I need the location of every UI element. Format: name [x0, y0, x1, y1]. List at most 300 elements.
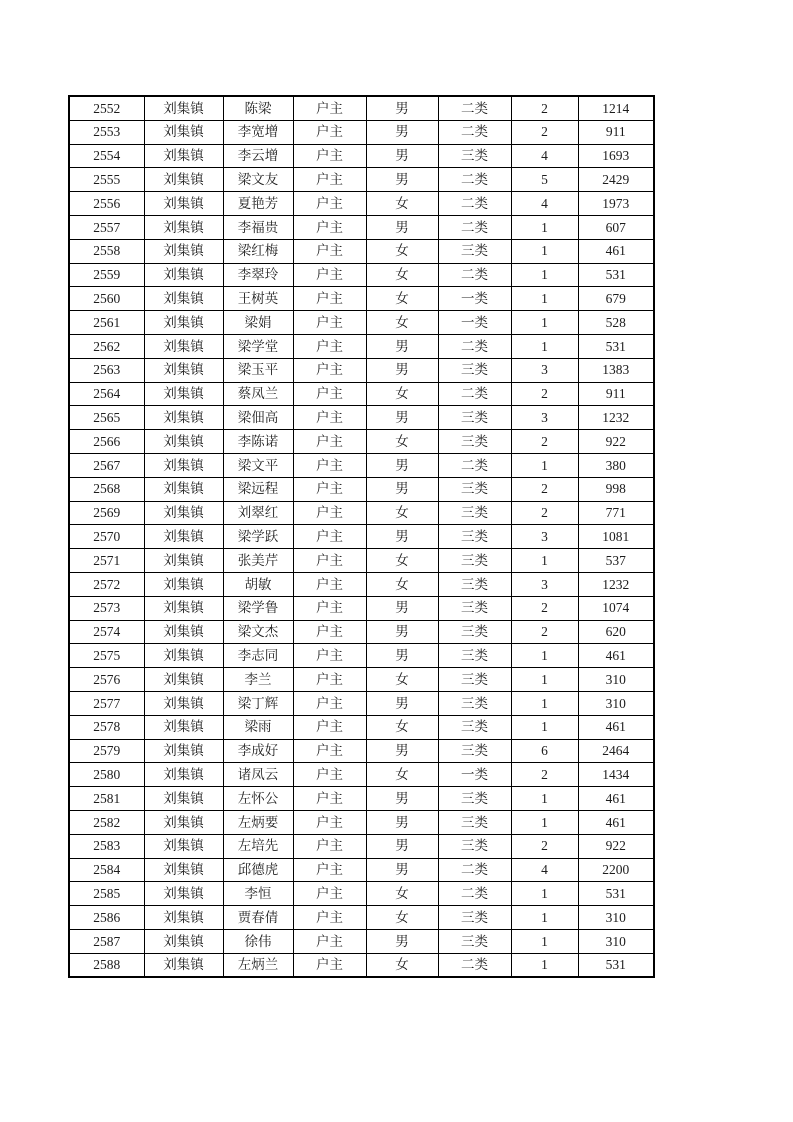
cell-serial: 2579	[69, 739, 144, 763]
cell-amount: 922	[578, 834, 654, 858]
cell-persons: 4	[511, 144, 578, 168]
cell-persons: 4	[511, 858, 578, 882]
cell-amount: 1693	[578, 144, 654, 168]
cell-relation: 户主	[293, 906, 366, 930]
cell-persons: 2	[511, 501, 578, 525]
cell-gender: 男	[366, 168, 438, 192]
cell-gender: 男	[366, 834, 438, 858]
cell-relation: 户主	[293, 239, 366, 263]
cell-town: 刘集镇	[144, 668, 223, 692]
table-row	[69, 644, 654, 668]
cell-name: 左怀公	[223, 787, 293, 811]
table-row	[69, 477, 654, 501]
cell-relation: 户主	[293, 763, 366, 787]
cell-name: 李福贵	[223, 215, 293, 239]
cell-amount: 620	[578, 620, 654, 644]
table-row	[69, 287, 654, 311]
cell-town: 刘集镇	[144, 406, 223, 430]
cell-relation: 户主	[293, 382, 366, 406]
cell-amount: 310	[578, 929, 654, 953]
cell-serial: 2559	[69, 263, 144, 287]
cell-category: 三类	[438, 477, 511, 501]
cell-gender: 男	[366, 215, 438, 239]
cell-gender: 女	[366, 192, 438, 216]
table-row	[69, 834, 654, 858]
cell-serial: 2575	[69, 644, 144, 668]
cell-category: 二类	[438, 453, 511, 477]
cell-gender: 女	[366, 572, 438, 596]
cell-name: 蔡凤兰	[223, 382, 293, 406]
cell-relation: 户主	[293, 953, 366, 977]
table-row	[69, 239, 654, 263]
table-row	[69, 929, 654, 953]
cell-name: 李成好	[223, 739, 293, 763]
cell-gender: 男	[366, 525, 438, 549]
cell-persons: 2	[511, 834, 578, 858]
cell-persons: 1	[511, 453, 578, 477]
cell-category: 三类	[438, 596, 511, 620]
cell-town: 刘集镇	[144, 144, 223, 168]
cell-relation: 户主	[293, 572, 366, 596]
cell-persons: 1	[511, 644, 578, 668]
cell-name: 梁学跃	[223, 525, 293, 549]
cell-relation: 户主	[293, 168, 366, 192]
cell-gender: 女	[366, 906, 438, 930]
cell-gender: 男	[366, 691, 438, 715]
cell-name: 诸凤云	[223, 763, 293, 787]
cell-category: 三类	[438, 406, 511, 430]
cell-town: 刘集镇	[144, 311, 223, 335]
cell-relation: 户主	[293, 644, 366, 668]
cell-amount: 1074	[578, 596, 654, 620]
table-row	[69, 215, 654, 239]
table-row	[69, 311, 654, 335]
cell-town: 刘集镇	[144, 834, 223, 858]
cell-amount: 2429	[578, 168, 654, 192]
cell-serial: 2581	[69, 787, 144, 811]
table-row	[69, 906, 654, 930]
cell-serial: 2568	[69, 477, 144, 501]
cell-persons: 3	[511, 358, 578, 382]
cell-amount: 998	[578, 477, 654, 501]
cell-category: 二类	[438, 120, 511, 144]
cell-town: 刘集镇	[144, 596, 223, 620]
table-row	[69, 96, 654, 120]
cell-town: 刘集镇	[144, 120, 223, 144]
cell-serial: 2552	[69, 96, 144, 120]
cell-town: 刘集镇	[144, 168, 223, 192]
cell-persons: 3	[511, 525, 578, 549]
cell-town: 刘集镇	[144, 953, 223, 977]
cell-amount: 310	[578, 906, 654, 930]
cell-name: 陈梁	[223, 96, 293, 120]
cell-serial: 2554	[69, 144, 144, 168]
cell-name: 张美芹	[223, 549, 293, 573]
cell-relation: 户主	[293, 620, 366, 644]
cell-category: 三类	[438, 620, 511, 644]
cell-persons: 1	[511, 215, 578, 239]
cell-serial: 2571	[69, 549, 144, 573]
cell-gender: 女	[366, 239, 438, 263]
cell-town: 刘集镇	[144, 906, 223, 930]
cell-amount: 461	[578, 239, 654, 263]
cell-amount: 461	[578, 787, 654, 811]
cell-persons: 2	[511, 430, 578, 454]
cell-town: 刘集镇	[144, 287, 223, 311]
cell-gender: 女	[366, 263, 438, 287]
cell-category: 三类	[438, 715, 511, 739]
cell-category: 一类	[438, 287, 511, 311]
cell-serial: 2569	[69, 501, 144, 525]
cell-relation: 户主	[293, 882, 366, 906]
table-row	[69, 358, 654, 382]
cell-relation: 户主	[293, 810, 366, 834]
cell-town: 刘集镇	[144, 501, 223, 525]
cell-serial: 2565	[69, 406, 144, 430]
cell-gender: 男	[366, 96, 438, 120]
cell-name: 夏艳芳	[223, 192, 293, 216]
cell-category: 三类	[438, 644, 511, 668]
cell-town: 刘集镇	[144, 215, 223, 239]
cell-relation: 户主	[293, 834, 366, 858]
cell-amount: 531	[578, 882, 654, 906]
table-row	[69, 953, 654, 977]
cell-amount: 310	[578, 691, 654, 715]
cell-persons: 2	[511, 620, 578, 644]
cell-serial: 2587	[69, 929, 144, 953]
cell-persons: 2	[511, 763, 578, 787]
cell-amount: 2464	[578, 739, 654, 763]
cell-relation: 户主	[293, 144, 366, 168]
cell-name: 王树英	[223, 287, 293, 311]
cell-amount: 528	[578, 311, 654, 335]
cell-amount: 922	[578, 430, 654, 454]
cell-relation: 户主	[293, 192, 366, 216]
cell-relation: 户主	[293, 263, 366, 287]
table-row	[69, 739, 654, 763]
cell-name: 左炳要	[223, 810, 293, 834]
cell-serial: 2553	[69, 120, 144, 144]
cell-name: 梁文杰	[223, 620, 293, 644]
cell-persons: 1	[511, 882, 578, 906]
cell-serial: 2583	[69, 834, 144, 858]
cell-town: 刘集镇	[144, 929, 223, 953]
table-row	[69, 168, 654, 192]
cell-category: 一类	[438, 763, 511, 787]
table-row	[69, 120, 654, 144]
cell-gender: 男	[366, 453, 438, 477]
cell-serial: 2580	[69, 763, 144, 787]
cell-serial: 2561	[69, 311, 144, 335]
cell-serial: 2576	[69, 668, 144, 692]
cell-category: 二类	[438, 192, 511, 216]
cell-town: 刘集镇	[144, 715, 223, 739]
cell-name: 梁红梅	[223, 239, 293, 263]
cell-town: 刘集镇	[144, 882, 223, 906]
table-row	[69, 668, 654, 692]
cell-persons: 1	[511, 287, 578, 311]
cell-category: 二类	[438, 215, 511, 239]
cell-category: 三类	[438, 691, 511, 715]
cell-amount: 1232	[578, 406, 654, 430]
cell-name: 梁远程	[223, 477, 293, 501]
cell-persons: 4	[511, 192, 578, 216]
cell-persons: 1	[511, 929, 578, 953]
cell-serial: 2574	[69, 620, 144, 644]
cell-amount: 679	[578, 287, 654, 311]
cell-name: 李恒	[223, 882, 293, 906]
cell-gender: 女	[366, 430, 438, 454]
cell-serial: 2556	[69, 192, 144, 216]
table-row	[69, 763, 654, 787]
cell-persons: 2	[511, 120, 578, 144]
cell-persons: 2	[511, 382, 578, 406]
cell-relation: 户主	[293, 787, 366, 811]
cell-town: 刘集镇	[144, 763, 223, 787]
cell-amount: 310	[578, 668, 654, 692]
cell-serial: 2564	[69, 382, 144, 406]
cell-persons: 1	[511, 787, 578, 811]
table-row	[69, 715, 654, 739]
cell-gender: 女	[366, 287, 438, 311]
cell-town: 刘集镇	[144, 739, 223, 763]
cell-town: 刘集镇	[144, 477, 223, 501]
cell-persons: 6	[511, 739, 578, 763]
table-row	[69, 620, 654, 644]
cell-persons: 1	[511, 334, 578, 358]
cell-persons: 1	[511, 953, 578, 977]
cell-town: 刘集镇	[144, 644, 223, 668]
cell-relation: 户主	[293, 406, 366, 430]
cell-amount: 1973	[578, 192, 654, 216]
cell-serial: 2566	[69, 430, 144, 454]
cell-amount: 911	[578, 382, 654, 406]
cell-category: 三类	[438, 668, 511, 692]
cell-category: 三类	[438, 525, 511, 549]
table-row	[69, 882, 654, 906]
cell-category: 三类	[438, 144, 511, 168]
cell-amount: 1232	[578, 572, 654, 596]
cell-serial: 2572	[69, 572, 144, 596]
cell-category: 二类	[438, 168, 511, 192]
cell-category: 三类	[438, 358, 511, 382]
cell-town: 刘集镇	[144, 787, 223, 811]
cell-persons: 3	[511, 406, 578, 430]
cell-gender: 男	[366, 929, 438, 953]
cell-relation: 户主	[293, 334, 366, 358]
table-row	[69, 572, 654, 596]
table-row	[69, 192, 654, 216]
cell-persons: 5	[511, 168, 578, 192]
cell-category: 三类	[438, 834, 511, 858]
cell-serial: 2577	[69, 691, 144, 715]
cell-gender: 女	[366, 549, 438, 573]
cell-name: 梁文平	[223, 453, 293, 477]
cell-category: 二类	[438, 382, 511, 406]
cell-category: 二类	[438, 263, 511, 287]
cell-town: 刘集镇	[144, 858, 223, 882]
cell-amount: 771	[578, 501, 654, 525]
cell-serial: 2567	[69, 453, 144, 477]
cell-gender: 女	[366, 953, 438, 977]
cell-name: 左培先	[223, 834, 293, 858]
cell-amount: 2200	[578, 858, 654, 882]
cell-town: 刘集镇	[144, 525, 223, 549]
table-row	[69, 406, 654, 430]
cell-gender: 男	[366, 620, 438, 644]
cell-name: 梁玉平	[223, 358, 293, 382]
cell-amount: 531	[578, 334, 654, 358]
cell-category: 三类	[438, 787, 511, 811]
cell-gender: 男	[366, 334, 438, 358]
cell-town: 刘集镇	[144, 810, 223, 834]
cell-category: 二类	[438, 96, 511, 120]
cell-category: 三类	[438, 739, 511, 763]
table-row	[69, 453, 654, 477]
cell-gender: 男	[366, 858, 438, 882]
cell-category: 一类	[438, 311, 511, 335]
cell-gender: 男	[366, 596, 438, 620]
cell-name: 梁娟	[223, 311, 293, 335]
cell-serial: 2560	[69, 287, 144, 311]
cell-town: 刘集镇	[144, 620, 223, 644]
cell-relation: 户主	[293, 691, 366, 715]
cell-town: 刘集镇	[144, 549, 223, 573]
cell-amount: 461	[578, 715, 654, 739]
cell-gender: 男	[366, 358, 438, 382]
cell-amount: 461	[578, 810, 654, 834]
cell-name: 李翠玲	[223, 263, 293, 287]
table-row	[69, 430, 654, 454]
cell-town: 刘集镇	[144, 334, 223, 358]
cell-persons: 1	[511, 715, 578, 739]
table-row	[69, 144, 654, 168]
cell-gender: 男	[366, 787, 438, 811]
cell-amount: 911	[578, 120, 654, 144]
cell-persons: 1	[511, 668, 578, 692]
table-row	[69, 858, 654, 882]
cell-relation: 户主	[293, 453, 366, 477]
table-row	[69, 596, 654, 620]
cell-name: 梁文友	[223, 168, 293, 192]
cell-relation: 户主	[293, 120, 366, 144]
cell-name: 李云增	[223, 144, 293, 168]
cell-town: 刘集镇	[144, 192, 223, 216]
cell-gender: 女	[366, 715, 438, 739]
cell-persons: 1	[511, 263, 578, 287]
cell-serial: 2585	[69, 882, 144, 906]
table-row	[69, 810, 654, 834]
cell-relation: 户主	[293, 430, 366, 454]
cell-relation: 户主	[293, 96, 366, 120]
cell-town: 刘集镇	[144, 572, 223, 596]
cell-persons: 3	[511, 572, 578, 596]
cell-serial: 2573	[69, 596, 144, 620]
cell-persons: 1	[511, 810, 578, 834]
cell-category: 三类	[438, 929, 511, 953]
cell-gender: 女	[366, 311, 438, 335]
cell-category: 三类	[438, 430, 511, 454]
cell-category: 二类	[438, 953, 511, 977]
cell-name: 梁学鲁	[223, 596, 293, 620]
cell-town: 刘集镇	[144, 430, 223, 454]
table-row	[69, 525, 654, 549]
cell-town: 刘集镇	[144, 382, 223, 406]
cell-amount: 607	[578, 215, 654, 239]
cell-serial: 2588	[69, 953, 144, 977]
cell-name: 刘翠红	[223, 501, 293, 525]
cell-town: 刘集镇	[144, 453, 223, 477]
cell-relation: 户主	[293, 929, 366, 953]
table-row	[69, 691, 654, 715]
cell-gender: 男	[366, 406, 438, 430]
cell-name: 胡敏	[223, 572, 293, 596]
cell-serial: 2586	[69, 906, 144, 930]
cell-amount: 531	[578, 953, 654, 977]
cell-category: 二类	[438, 334, 511, 358]
cell-persons: 2	[511, 596, 578, 620]
cell-gender: 男	[366, 120, 438, 144]
cell-category: 三类	[438, 810, 511, 834]
cell-relation: 户主	[293, 287, 366, 311]
cell-serial: 2582	[69, 810, 144, 834]
table-row	[69, 501, 654, 525]
cell-category: 三类	[438, 501, 511, 525]
cell-persons: 2	[511, 96, 578, 120]
cell-town: 刘集镇	[144, 263, 223, 287]
cell-relation: 户主	[293, 739, 366, 763]
cell-gender: 女	[366, 668, 438, 692]
cell-gender: 女	[366, 763, 438, 787]
cell-name: 贾春倩	[223, 906, 293, 930]
cell-amount: 380	[578, 453, 654, 477]
cell-name: 邱德虎	[223, 858, 293, 882]
cell-category: 二类	[438, 858, 511, 882]
cell-gender: 男	[366, 739, 438, 763]
table-row	[69, 334, 654, 358]
cell-category: 三类	[438, 239, 511, 263]
cell-relation: 户主	[293, 501, 366, 525]
cell-serial: 2555	[69, 168, 144, 192]
cell-town: 刘集镇	[144, 358, 223, 382]
cell-relation: 户主	[293, 525, 366, 549]
cell-amount: 461	[578, 644, 654, 668]
cell-category: 三类	[438, 549, 511, 573]
cell-town: 刘集镇	[144, 96, 223, 120]
cell-relation: 户主	[293, 477, 366, 501]
cell-amount: 537	[578, 549, 654, 573]
cell-category: 三类	[438, 906, 511, 930]
cell-amount: 531	[578, 263, 654, 287]
cell-gender: 男	[366, 644, 438, 668]
cell-serial: 2557	[69, 215, 144, 239]
table-row	[69, 787, 654, 811]
cell-gender: 女	[366, 882, 438, 906]
cell-serial: 2584	[69, 858, 144, 882]
cell-amount: 1214	[578, 96, 654, 120]
cell-relation: 户主	[293, 858, 366, 882]
cell-relation: 户主	[293, 215, 366, 239]
cell-persons: 1	[511, 691, 578, 715]
table-row	[69, 382, 654, 406]
cell-relation: 户主	[293, 358, 366, 382]
cell-gender: 男	[366, 810, 438, 834]
table-row	[69, 549, 654, 573]
cell-name: 左炳兰	[223, 953, 293, 977]
cell-persons: 2	[511, 477, 578, 501]
cell-serial: 2563	[69, 358, 144, 382]
cell-name: 徐伟	[223, 929, 293, 953]
